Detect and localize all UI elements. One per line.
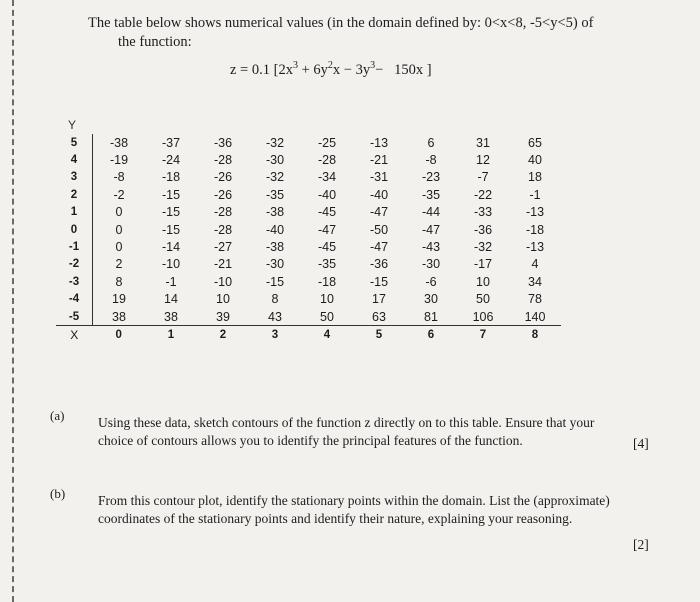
y-value-label: 5 bbox=[56, 134, 93, 151]
x-value-label: 1 bbox=[167, 328, 175, 341]
table-cell: 50 bbox=[476, 292, 490, 307]
table-cell: 140 bbox=[509, 308, 561, 326]
y-value-label: -3 bbox=[56, 273, 93, 290]
table-cell: -45 bbox=[317, 205, 337, 220]
y-value-label: -5 bbox=[56, 308, 93, 326]
equation-tail: − 150x ] bbox=[375, 62, 432, 78]
table-cell: -32 bbox=[473, 240, 493, 255]
table-row bbox=[56, 238, 561, 255]
page-margin-rule bbox=[12, 0, 14, 602]
y-value-label: -2 bbox=[56, 256, 93, 273]
table-cell: -15 bbox=[369, 274, 389, 289]
equation-lhs: z = 0.1 [2x bbox=[230, 62, 293, 78]
table-cell: -50 bbox=[369, 222, 389, 237]
x-value-label: 7 bbox=[479, 328, 487, 341]
table-row bbox=[56, 308, 561, 326]
table-cell: -27 bbox=[213, 240, 233, 255]
question-a-marks: [4] bbox=[633, 436, 649, 451]
table-cell: -35 bbox=[421, 187, 441, 202]
table-cell: -47 bbox=[369, 240, 389, 255]
table-cell: -40 bbox=[265, 222, 285, 237]
table-cell: 12 bbox=[476, 153, 490, 168]
x-axis-row bbox=[56, 326, 561, 344]
question-b-letter: (b) bbox=[50, 486, 66, 501]
table-cell: -18 bbox=[525, 222, 545, 237]
table-cell: -24 bbox=[161, 153, 181, 168]
table-cell: -1 bbox=[529, 187, 541, 202]
function-equation bbox=[230, 62, 432, 79]
table-row bbox=[56, 291, 561, 308]
y-value-label: 4 bbox=[56, 151, 93, 168]
table-cell: 17 bbox=[372, 292, 386, 307]
question-a-line-1: Using these data, sketch contours of the function z directly on to this table. Ensure that your bbox=[98, 415, 595, 430]
table-cell: -13 bbox=[369, 135, 389, 150]
table-cell: 4 bbox=[531, 257, 539, 272]
table-cell: -15 bbox=[161, 187, 181, 202]
table-cell: -10 bbox=[213, 274, 233, 289]
table-cell: -25 bbox=[317, 135, 337, 150]
table-cell: -15 bbox=[161, 205, 181, 220]
table-cell: -14 bbox=[161, 240, 181, 255]
table-cell: -22 bbox=[473, 187, 493, 202]
y-value-label: 3 bbox=[56, 169, 93, 186]
y-value-label: 1 bbox=[56, 204, 93, 221]
x-value-label: 4 bbox=[323, 328, 331, 341]
table-cell: -15 bbox=[265, 274, 285, 289]
table-cell: -36 bbox=[213, 135, 233, 150]
table-cell: -36 bbox=[473, 222, 493, 237]
table-cell: -38 bbox=[265, 205, 285, 220]
table-cell: -17 bbox=[473, 257, 493, 272]
table-cell: -18 bbox=[317, 274, 337, 289]
equation-exp-3: 3 bbox=[370, 60, 376, 72]
table-cell: 78 bbox=[528, 292, 542, 307]
table-cell: -31 bbox=[369, 170, 389, 185]
intro-line-2: the function: bbox=[118, 34, 192, 50]
question-a-letter: (a) bbox=[50, 408, 65, 423]
table-cell: -28 bbox=[317, 153, 337, 168]
table-cell: -26 bbox=[213, 187, 233, 202]
question-b-line-1: From this contour plot, identify the stationary points within the domain. List the (approximate) bbox=[98, 493, 610, 508]
y-value-label: 0 bbox=[56, 221, 93, 238]
table-cell: -28 bbox=[213, 205, 233, 220]
table-cell: -23 bbox=[421, 170, 441, 185]
equation-mid-1: + 6y bbox=[297, 62, 328, 78]
table-cell: -26 bbox=[213, 170, 233, 185]
x-value-label: 3 bbox=[271, 328, 279, 341]
table-cell: 10 bbox=[476, 274, 490, 289]
table-cell: 8 bbox=[271, 292, 279, 307]
table-cell: -35 bbox=[265, 187, 285, 202]
table-row bbox=[56, 273, 561, 290]
table-row bbox=[56, 151, 561, 168]
table-cell: 106 bbox=[457, 308, 509, 326]
question-a-line-2: choice of contours allows you to identify the principal features of the function. bbox=[98, 433, 523, 448]
question-b-line-2: coordinates of the stationary points and identify their nature, explaining your reasoning. bbox=[98, 511, 573, 526]
x-value-label: 0 bbox=[115, 328, 122, 341]
table-cell: -30 bbox=[421, 257, 441, 272]
x-value-label: 8 bbox=[531, 328, 539, 341]
table-cell: -38 bbox=[265, 240, 285, 255]
y-value-label: -4 bbox=[56, 291, 93, 308]
table-cell: 14 bbox=[164, 292, 178, 307]
table-cell: 81 bbox=[405, 308, 457, 326]
table-cell: -47 bbox=[369, 205, 389, 220]
table-cell: -37 bbox=[161, 135, 181, 150]
x-value-label: 6 bbox=[427, 328, 435, 341]
x-value-label: 5 bbox=[375, 328, 383, 341]
table-cell: 10 bbox=[320, 292, 334, 307]
question-a-text bbox=[98, 414, 594, 450]
table-cell: 34 bbox=[528, 274, 542, 289]
x-value-label: 2 bbox=[219, 328, 227, 341]
table-cell: -40 bbox=[317, 187, 337, 202]
y-value-label: 2 bbox=[56, 186, 93, 203]
table-row bbox=[56, 204, 561, 221]
table-cell: 18 bbox=[528, 170, 542, 185]
y-value-label: -1 bbox=[56, 238, 93, 255]
table-cell: -33 bbox=[473, 205, 493, 220]
x-axis-label: X bbox=[70, 327, 79, 342]
table-cell: 40 bbox=[528, 153, 542, 168]
table-cell: 50 bbox=[301, 308, 353, 326]
table-cell: -1 bbox=[165, 274, 177, 289]
table-cell: -21 bbox=[369, 153, 389, 168]
table-cell: -6 bbox=[425, 274, 437, 289]
equation-exp-1: 3 bbox=[292, 60, 298, 72]
table-cell: -34 bbox=[317, 170, 337, 185]
table-row bbox=[56, 221, 561, 238]
equation-exp-2: 2 bbox=[327, 60, 333, 72]
table-row bbox=[56, 186, 561, 203]
table-cell: -15 bbox=[161, 222, 181, 237]
table-row bbox=[56, 169, 561, 186]
table-cell: -19 bbox=[109, 153, 129, 168]
table-cell: -8 bbox=[425, 153, 437, 168]
table-cell: -35 bbox=[317, 257, 337, 272]
table-cell: 30 bbox=[424, 292, 438, 307]
question-b-marks: [2] bbox=[633, 537, 649, 552]
question-b-text bbox=[98, 492, 610, 528]
table-cell: -8 bbox=[113, 170, 125, 185]
table-cell: -10 bbox=[161, 257, 181, 272]
table-cell: 65 bbox=[528, 135, 542, 150]
table-row bbox=[56, 256, 561, 273]
table-cell: -28 bbox=[213, 222, 233, 237]
table-cell: -45 bbox=[317, 240, 337, 255]
table-cell: -36 bbox=[369, 257, 389, 272]
intro-line-1: The table below shows numerical values (in the domain defined by: 0<x<8, -5<y<5) of bbox=[88, 15, 594, 31]
table-cell: -43 bbox=[421, 240, 441, 255]
value-grid bbox=[56, 134, 561, 344]
table-cell: 6 bbox=[427, 135, 435, 150]
table-cell: -47 bbox=[317, 222, 337, 237]
table-cell: -7 bbox=[477, 170, 489, 185]
table-cell: -13 bbox=[525, 205, 545, 220]
table-cell: -18 bbox=[161, 170, 181, 185]
table-cell: 38 bbox=[93, 308, 146, 326]
table-cell: -32 bbox=[265, 135, 285, 150]
table-cell: 31 bbox=[476, 135, 490, 150]
table-cell: 2 bbox=[115, 257, 123, 272]
table-cell: -32 bbox=[265, 170, 285, 185]
table-cell: -40 bbox=[369, 187, 389, 202]
table-cell: 43 bbox=[249, 308, 301, 326]
table-cell: 19 bbox=[112, 292, 126, 307]
table-cell: -2 bbox=[113, 187, 125, 202]
table-cell: 8 bbox=[115, 274, 123, 289]
intro-text bbox=[88, 14, 608, 52]
table-cell: 0 bbox=[115, 222, 123, 237]
table-cell: -30 bbox=[265, 153, 285, 168]
table-cell: -38 bbox=[109, 135, 129, 150]
table-cell: 10 bbox=[216, 292, 230, 307]
table-row bbox=[56, 134, 561, 151]
table-cell: 39 bbox=[197, 308, 249, 326]
table-cell: 0 bbox=[115, 205, 123, 220]
equation-mid-2: x − 3y bbox=[332, 62, 371, 78]
table-cell: -30 bbox=[265, 257, 285, 272]
table-cell: 63 bbox=[353, 308, 405, 326]
table-cell: -44 bbox=[421, 205, 441, 220]
y-axis-label: Y bbox=[68, 118, 77, 132]
table-cell: -21 bbox=[213, 257, 233, 272]
table-cell: 0 bbox=[115, 240, 123, 255]
table-cell: -28 bbox=[213, 153, 233, 168]
table-cell: -47 bbox=[421, 222, 441, 237]
table-cell: 38 bbox=[145, 308, 197, 326]
table-cell: -13 bbox=[525, 240, 545, 255]
